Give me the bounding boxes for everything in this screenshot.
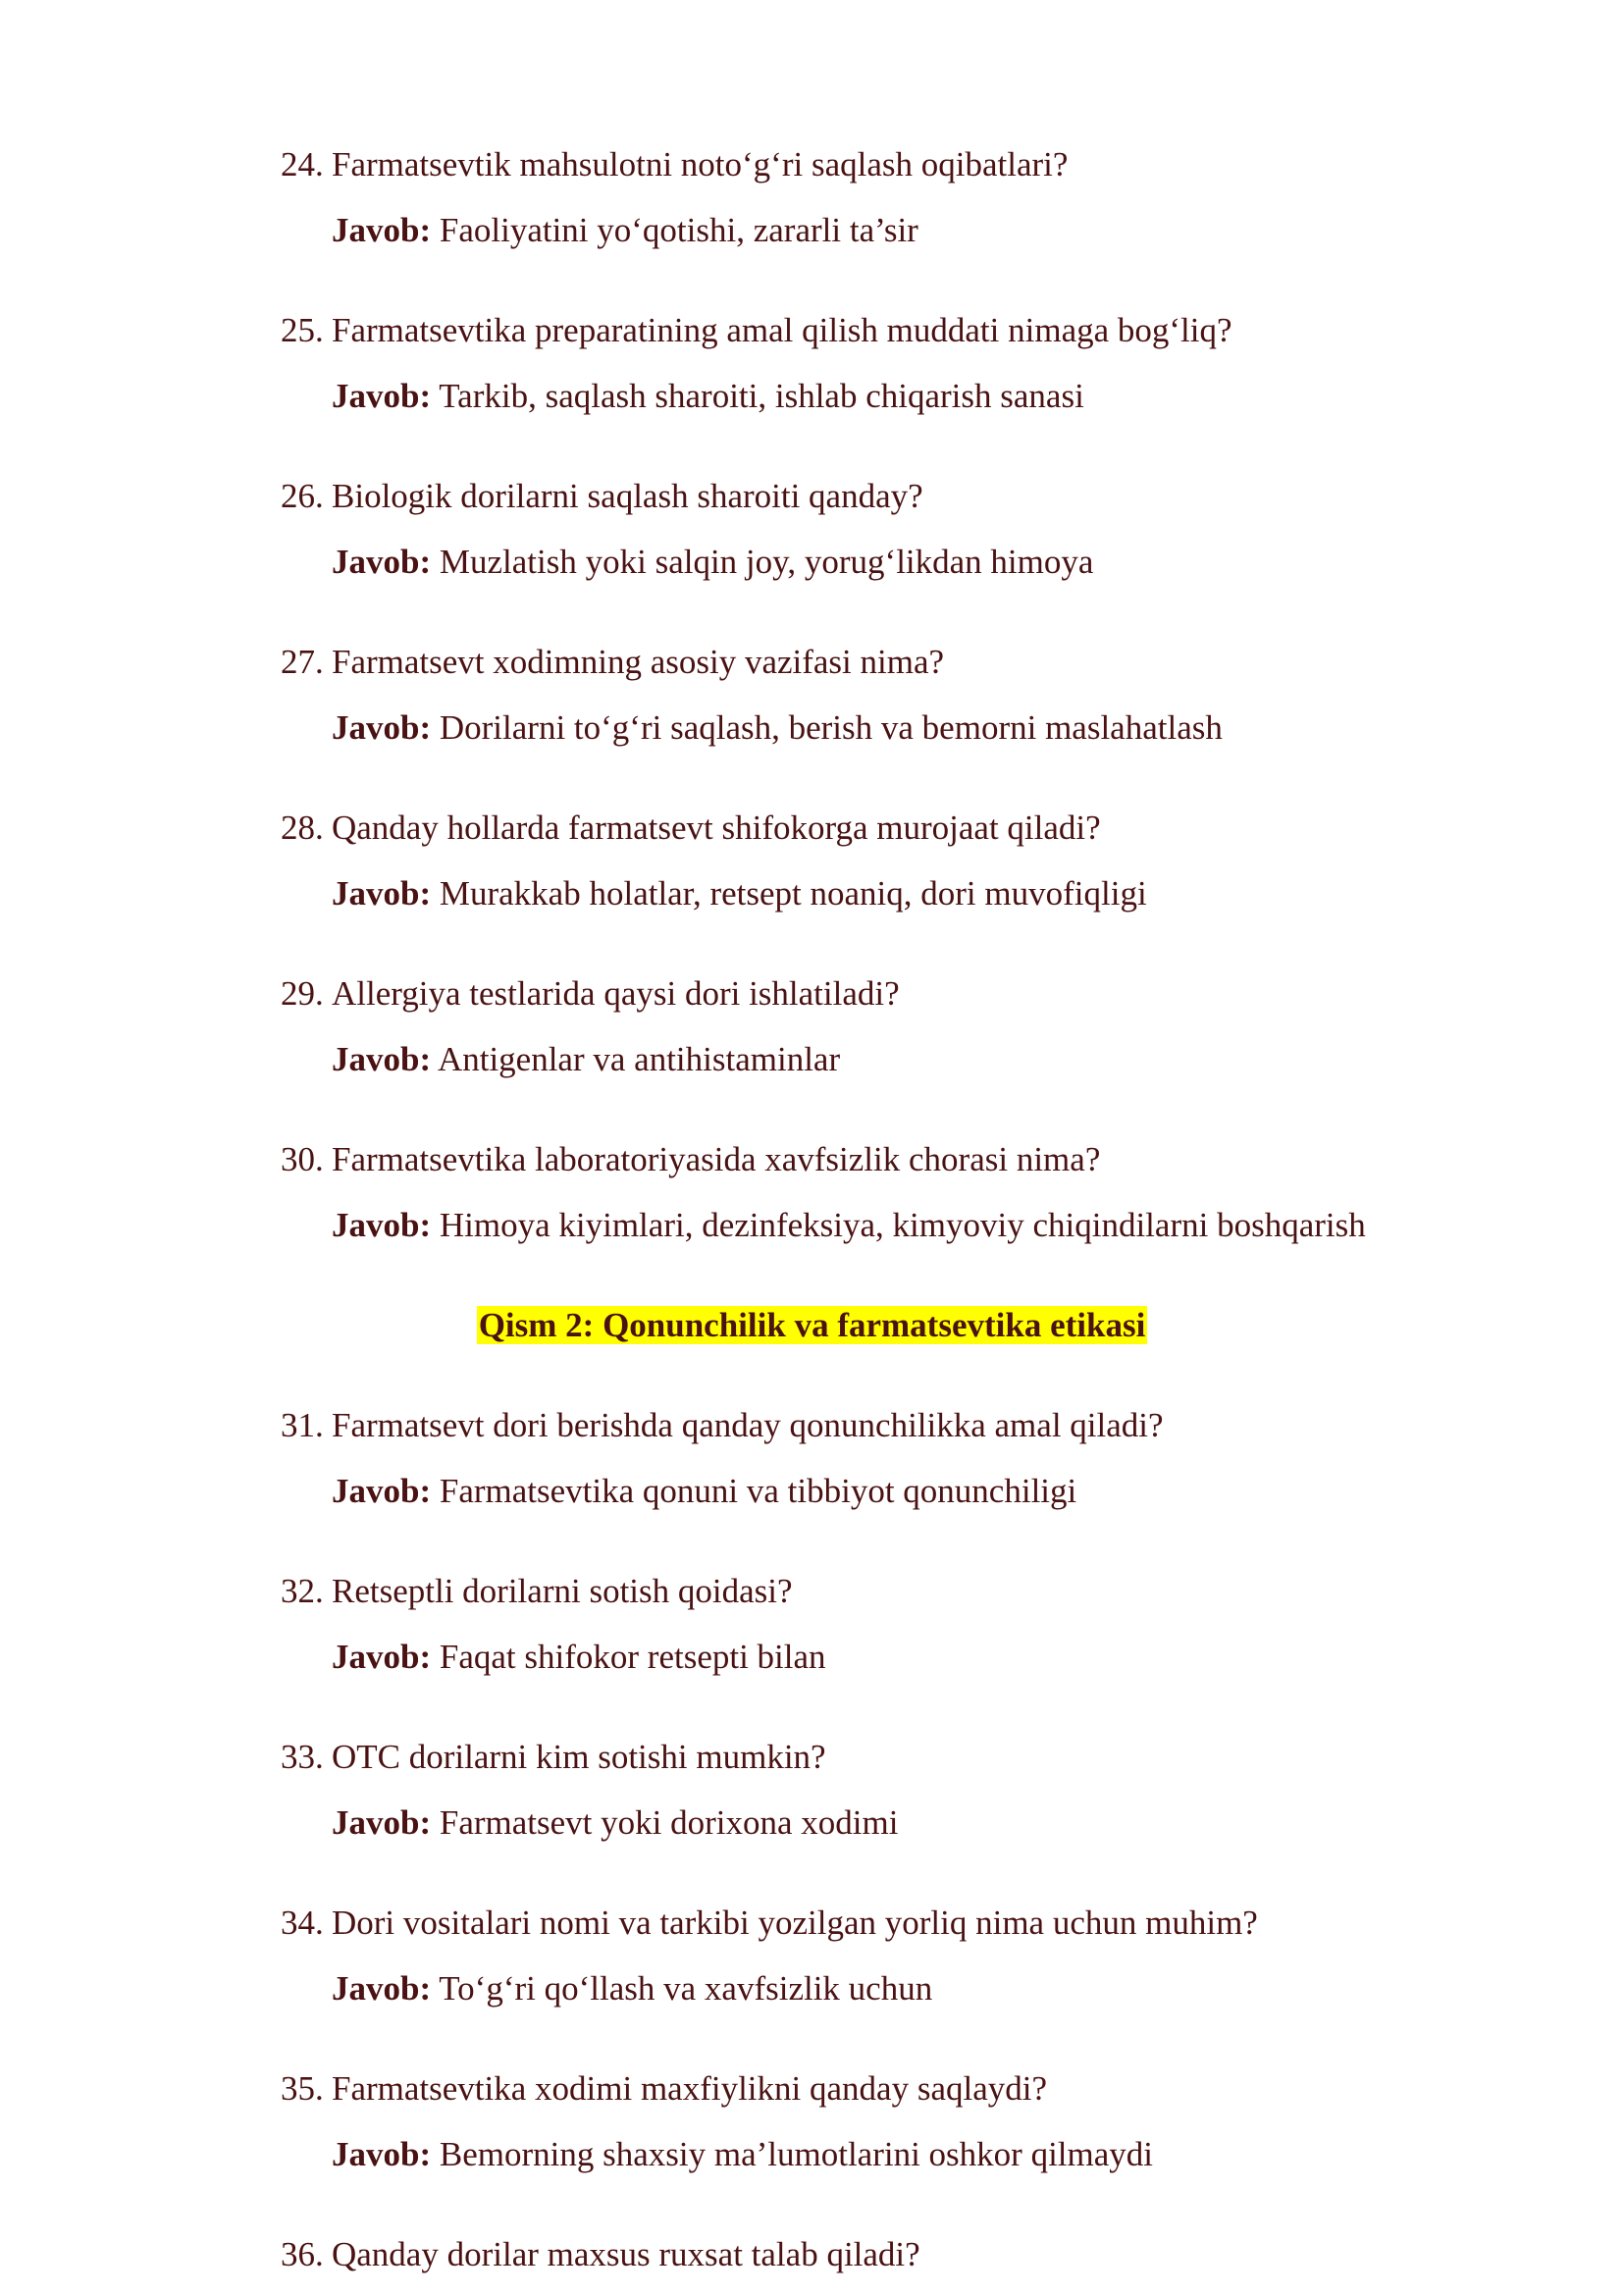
- question-number: 24.: [281, 145, 324, 183]
- answer-label: Javob:: [332, 1472, 432, 1510]
- qa-item-27: [281, 641, 1556, 750]
- answer-text: Farmatsevt yoki dorixona xodimi: [439, 1803, 899, 1842]
- answer: [332, 1470, 1556, 1513]
- qa-item-29: [281, 972, 1556, 1081]
- question: [281, 807, 1556, 850]
- question-number: 31.: [281, 1406, 324, 1444]
- qa-item-26: [281, 475, 1556, 584]
- question-number: 30.: [281, 1140, 324, 1178]
- question-text: Dori vositalari nomi va tarkibi yozilgan yorliq nima uchun muhim?: [332, 1904, 1258, 1942]
- question: [281, 1902, 1556, 1945]
- qa-item-34: [281, 1902, 1556, 2010]
- question-text: Farmatsevtika preparatining amal qilish muddati nimaga bog‘liq?: [332, 311, 1232, 349]
- question-number: 28.: [281, 808, 324, 847]
- qa-item-35: [281, 2067, 1556, 2176]
- answer-text: Murakkab holatlar, retsept noaniq, dori muvofiqligi: [439, 874, 1147, 913]
- question-text: Farmatsevtika xodimi maxfiylikni qanday saqlaydi?: [332, 2069, 1048, 2108]
- answer-label: Javob:: [332, 211, 432, 249]
- question: [281, 1736, 1556, 1779]
- answer-label: Javob:: [332, 874, 432, 913]
- answer-label: Javob:: [332, 1803, 432, 1842]
- answer: [332, 872, 1556, 915]
- answer-text: Bemorning shaxsiy ma’lumotlarini oshkor qilmaydi: [439, 2135, 1154, 2173]
- question-number: 34.: [281, 1904, 324, 1942]
- question: [281, 475, 1556, 518]
- question-text: Allergiya testlarida qaysi dori ishlatiladi?: [332, 974, 900, 1013]
- answer-label: Javob:: [332, 1040, 432, 1078]
- question: [281, 309, 1556, 352]
- question: [281, 1138, 1556, 1181]
- answer-text: Farmatsevtika qonuni va tibbiyot qonunchiligi: [439, 1472, 1077, 1510]
- question-number: 25.: [281, 311, 324, 349]
- qa-item-31: [281, 1404, 1556, 1513]
- question-text: Farmatsevtika laboratoriyasida xavfsizlik chorasi nima?: [332, 1140, 1101, 1178]
- qa-item-36: [281, 2233, 1556, 2276]
- answer: [332, 1967, 1556, 2010]
- answer-text: Faqat shifokor retsepti bilan: [439, 1638, 826, 1676]
- answer-label: Javob:: [332, 1638, 432, 1676]
- answer-text: To‘g‘ri qo‘llash va xavfsizlik uchun: [439, 1969, 933, 2008]
- answer-label: Javob:: [332, 1969, 432, 2008]
- qa-item-24: [281, 143, 1556, 252]
- answer-text: Antigenlar va antihistaminlar: [437, 1040, 841, 1078]
- section-heading-text: Qism 2: Qonunchilik va farmatsevtika etikasi: [478, 1306, 1146, 1344]
- question-text: Farmatsevt dori berishda qanday qonunchilikka amal qiladi?: [332, 1406, 1164, 1444]
- qa-item-33: [281, 1736, 1556, 1845]
- question-number: 36.: [281, 2235, 324, 2273]
- question-text: Qanday dorilar maxsus ruxsat talab qiladi?: [332, 2235, 920, 2273]
- question: [281, 1570, 1556, 1613]
- answer-text: Muzlatish yoki salqin joy, yorug‘likdan himoya: [439, 543, 1094, 581]
- question-text: Qanday hollarda farmatsevt shifokorga murojaat qiladi?: [332, 808, 1101, 847]
- question-number: 27.: [281, 643, 324, 681]
- answer-text: Tarkib, saqlash sharoiti, ishlab chiqarish sanasi: [439, 377, 1084, 415]
- question-text: Biologik dorilarni saqlash sharoiti qanday?: [332, 477, 923, 515]
- answer: [332, 706, 1556, 750]
- answer: [332, 1204, 1556, 1247]
- qa-item-25: [281, 309, 1556, 418]
- answer-label: Javob:: [332, 377, 432, 415]
- question-text: Farmatsevt xodimning asosiy vazifasi nima?: [332, 643, 945, 681]
- question: [281, 641, 1556, 684]
- answer: [332, 1801, 1556, 1845]
- qa-item-30: [281, 1138, 1556, 1247]
- question: [281, 143, 1556, 186]
- question-number: 33.: [281, 1738, 324, 1776]
- answer-text: Dorilarni to‘g‘ri saqlash, berish va bemorni maslahatlash: [439, 708, 1223, 747]
- answer: [332, 1636, 1556, 1679]
- question: [281, 2067, 1556, 2111]
- answer-label: Javob:: [332, 2135, 432, 2173]
- question: [281, 1404, 1556, 1447]
- question-text: Farmatsevtik mahsulotni noto‘g‘ri saqlash oqibatlari?: [332, 145, 1069, 183]
- answer-label: Javob:: [332, 1206, 432, 1244]
- answer: [332, 1038, 1556, 1081]
- qa-item-28: [281, 807, 1556, 915]
- answer-label: Javob:: [332, 543, 432, 581]
- answer: [332, 2133, 1556, 2176]
- question-number: 32.: [281, 1572, 324, 1610]
- answer-text: Himoya kiyimlari, dezinfeksiya, kimyoviy chiqindilarni boshqarish: [439, 1206, 1366, 1244]
- answer: [332, 209, 1556, 252]
- question: [281, 2233, 1556, 2276]
- question-number: 35.: [281, 2069, 324, 2108]
- answer-text: Faoliyatini yo‘qotishi, zararli ta’sir: [439, 211, 918, 249]
- question: [281, 972, 1556, 1016]
- qa-item-32: [281, 1570, 1556, 1679]
- answer: [332, 541, 1556, 584]
- question-text: Retseptli dorilarni sotish qoidasi?: [332, 1572, 793, 1610]
- answer: [332, 375, 1556, 418]
- section-heading: [0, 1304, 1624, 1347]
- question-text: OTC dorilarni kim sotishi mumkin?: [332, 1738, 826, 1776]
- question-number: 29.: [281, 974, 324, 1013]
- answer-label: Javob:: [332, 708, 432, 747]
- question-number: 26.: [281, 477, 324, 515]
